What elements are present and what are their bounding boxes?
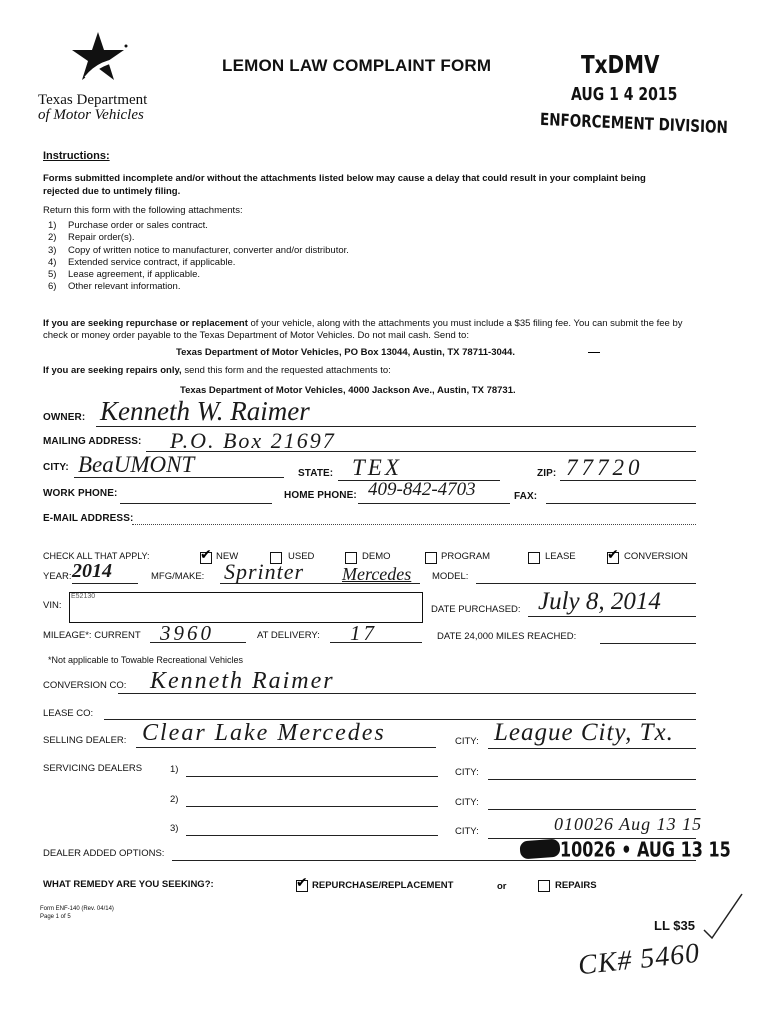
- email-label: E-MAIL ADDRESS:: [43, 513, 134, 524]
- instructions-warning: Forms submitted incomplete and/or without the attachments listed below may cause a delay that could result in your complaint being rejected due to untimely filing.: [43, 173, 646, 197]
- home-phone-field[interactable]: [358, 503, 510, 504]
- servicing-code-handwritten: 010026 Aug 13 15: [554, 814, 703, 834]
- city-label: CITY:: [43, 462, 69, 473]
- form-title: LEMON LAW COMPLAINT FORM: [222, 56, 492, 75]
- servicing-city-3-label: CITY:: [455, 826, 479, 837]
- city-value: BeaUMONT: [78, 452, 195, 477]
- lease-label: LEASE: [545, 551, 576, 562]
- conversion-label: CONVERSION: [624, 551, 688, 562]
- servicing-row-1-num: 1): [170, 764, 179, 775]
- selling-dealer-field[interactable]: [136, 747, 436, 748]
- check-all-label: CHECK ALL THAT APPLY:: [43, 551, 150, 561]
- list-item: 6) Other relevant information.: [48, 281, 181, 293]
- owner-value: Kenneth W. Raimer: [100, 396, 310, 426]
- check-number-note: CK# 5460: [576, 937, 702, 982]
- servicing-city-2-field[interactable]: [488, 809, 696, 810]
- model-field[interactable]: [476, 583, 696, 584]
- date-purchased-value: July 8, 2014: [538, 588, 661, 615]
- mailing-address-value: P.O. Box 21697: [170, 428, 336, 453]
- mailing-address-label: MAILING ADDRESS:: [43, 436, 142, 447]
- mileage-current-value: 3960: [160, 621, 214, 645]
- home-phone-value: 409-842-4703: [368, 479, 476, 500]
- work-phone-label: WORK PHONE:: [43, 488, 118, 499]
- lease-co-label: LEASE CO:: [43, 708, 94, 719]
- or-label: or: [497, 881, 507, 892]
- email-field[interactable]: [132, 524, 696, 525]
- servicing-row-2-num: 2): [170, 794, 179, 805]
- new-label: NEW: [216, 551, 239, 562]
- list-item: 4) Extended service contract, if applicable.: [48, 256, 236, 268]
- mailing-address-repurchase: Texas Department of Motor Vehicles, PO Box 13044, Austin, TX 78711-3044.: [176, 347, 515, 358]
- dash-mark: [588, 352, 600, 353]
- date-24000-field[interactable]: [600, 643, 696, 644]
- servicing-dealer-1-field[interactable]: [186, 776, 438, 777]
- servicing-dealers-label: SERVICING DEALERS: [43, 763, 143, 774]
- fax-field[interactable]: [546, 503, 696, 504]
- list-item: 5) Lease agreement, if applicable.: [48, 269, 201, 281]
- page-number: Page 1 of 5: [40, 914, 71, 920]
- received-stamp-division: ENFORCEMENT DIVISION: [539, 109, 729, 139]
- selling-city-value: League City, Tx.: [494, 719, 674, 746]
- servicing-dealer-2-field[interactable]: [186, 806, 438, 807]
- selling-dealer-label: SELLING DEALER:: [43, 735, 127, 746]
- selling-city-label: CITY:: [455, 736, 479, 747]
- filing-fee-note: LL $35: [654, 918, 695, 933]
- servicing-dealer-3-field[interactable]: [186, 835, 438, 836]
- at-delivery-value: 17: [350, 621, 377, 645]
- repairs-checkbox[interactable]: [538, 880, 550, 892]
- fax-label: FAX:: [514, 491, 538, 502]
- model-label: MODEL:: [432, 571, 469, 582]
- mfg-make-label: MFG/MAKE:: [151, 571, 205, 582]
- repairs-label: REPAIRS: [555, 880, 597, 891]
- year-field[interactable]: [72, 583, 138, 584]
- date-purchased-label: DATE PURCHASED:: [431, 604, 521, 615]
- conversion-co-label: CONVERSION CO:: [43, 680, 127, 691]
- check-stroke-icon: [702, 890, 746, 945]
- home-phone-label: HOME PHONE:: [284, 490, 357, 501]
- agency-name-line1: Texas Department: [38, 92, 148, 108]
- redaction-blot: [519, 839, 560, 860]
- selling-city-field[interactable]: [488, 748, 696, 749]
- used-label: USED: [288, 551, 315, 562]
- repurchase-replacement-checkbox[interactable]: [296, 875, 308, 892]
- demo-checkbox[interactable]: [345, 552, 357, 564]
- instructions-return-text: Return this form with the following attachments:: [43, 205, 243, 216]
- vin-label: VIN:: [43, 600, 62, 611]
- vin-field[interactable]: [69, 592, 423, 623]
- remedy-label: WHAT REMEDY ARE YOU SEEKING?:: [43, 879, 214, 890]
- check-mark-icon: ✔: [607, 547, 619, 563]
- servicing-city-1-field[interactable]: [488, 779, 696, 780]
- txdmv-logo-star-icon: [66, 30, 136, 90]
- owner-label: OWNER:: [43, 412, 86, 423]
- make-value-model: Sprinter: [224, 559, 305, 584]
- program-checkbox[interactable]: [425, 552, 437, 564]
- list-item: 2) Repair order(s).: [48, 232, 135, 244]
- received-stamp-date: AUG 1 4 2015: [571, 85, 678, 105]
- repurchase-instructions: If you are seeking repurchase or replacement of your vehicle, along with the attachments you must include a $35 filing fee. You can submit the fee by check or money order payable to the Texas Department of Motor Vehicles. Do not mail cash. Send to:: [43, 318, 683, 341]
- repurchase-replacement-label: REPURCHASE/REPLACEMENT: [312, 880, 454, 891]
- year-label: YEAR:: [43, 571, 72, 582]
- state-value: TEX: [352, 455, 402, 480]
- agency-name-line2: of Motor Vehicles: [38, 107, 144, 123]
- date-24000-label: DATE 24,000 MILES REACHED:: [437, 631, 577, 642]
- zip-value: 77720: [566, 455, 644, 480]
- received-number-stamp: 10026 • AUG 13 15: [560, 837, 731, 862]
- lease-checkbox[interactable]: [528, 552, 540, 564]
- demo-label: DEMO: [362, 551, 391, 562]
- make-value-brand: Mercedes: [342, 564, 412, 584]
- state-label: STATE:: [298, 468, 334, 479]
- list-item: 1) Purchase order or sales contract.: [48, 220, 208, 231]
- instructions-heading: Instructions:: [43, 150, 110, 162]
- work-phone-field[interactable]: [120, 503, 272, 504]
- mileage-current-label: MILEAGE*: CURRENT: [43, 630, 141, 641]
- at-delivery-label: AT DELIVERY:: [257, 630, 320, 641]
- check-mark-icon: ✔: [200, 547, 212, 563]
- vin-value: E52130: [71, 593, 96, 600]
- selling-dealer-value: Clear Lake Mercedes: [142, 720, 386, 746]
- list-item: 3) Copy of written notice to manufacturer, converter and/or distributor.: [48, 244, 349, 256]
- mailing-address-repairs: Texas Department of Motor Vehicles, 4000 Jackson Ave., Austin, TX 78731.: [180, 385, 516, 396]
- repairs-instructions: If you are seeking repairs only, send this form and the requested attachments to:: [43, 365, 391, 376]
- conversion-co-value: Kenneth Raimer: [150, 668, 335, 694]
- servicing-row-3-num: 3): [170, 823, 179, 834]
- conversion-checkbox[interactable]: [607, 547, 619, 564]
- servicing-city-1-label: CITY:: [455, 767, 479, 778]
- dealer-added-options-label: DEALER ADDED OPTIONS:: [43, 848, 165, 859]
- year-value: 2014: [72, 560, 112, 582]
- received-stamp-agency: TxDMV: [581, 49, 660, 79]
- zip-label: ZIP:: [537, 468, 557, 479]
- check-mark-icon: ✔: [296, 875, 308, 891]
- new-checkbox[interactable]: [200, 547, 212, 564]
- attachments-list: [48, 220, 349, 294]
- date-purchased-field[interactable]: [528, 616, 696, 617]
- servicing-city-2-label: CITY:: [455, 797, 479, 808]
- form-number: Form ENF-140 (Rev. 04/14): [40, 906, 114, 912]
- towable-note: *Not applicable to Towable Recreational Vehicles: [48, 655, 243, 665]
- program-label: PROGRAM: [441, 551, 491, 562]
